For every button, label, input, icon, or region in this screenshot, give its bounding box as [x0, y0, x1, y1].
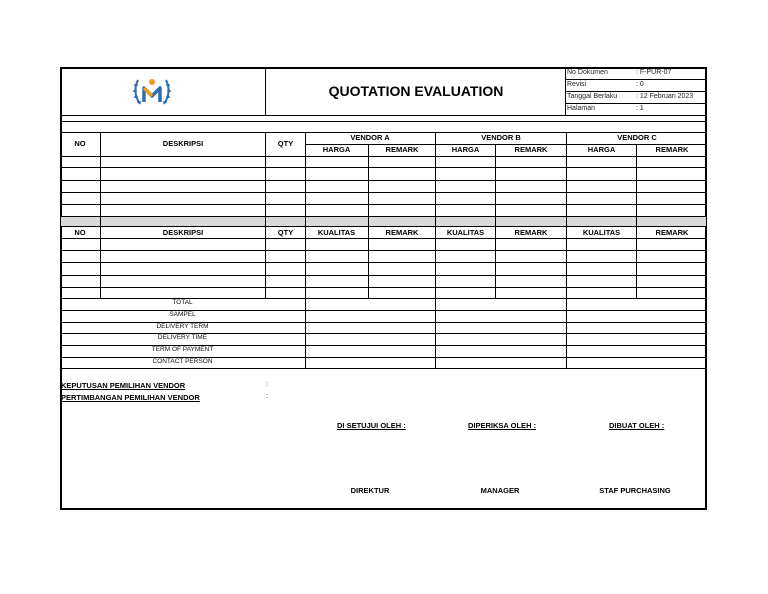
grid-hline [60, 322, 707, 323]
col-deskripsi: DESKRIPSI [162, 139, 204, 148]
grid-hline [60, 262, 707, 263]
col-harga-a: HARGA [322, 145, 351, 154]
pertimbangan-label: PERTIMBANGAN PEMILIHAN VENDOR [61, 393, 200, 402]
separator-band [61, 216, 706, 226]
keputusan-label: KEPUTUSAN PEMILIHAN VENDOR [61, 381, 186, 390]
grid-hline [60, 167, 707, 168]
grid-vline [265, 132, 266, 298]
col-remark-a-2: REMARK [385, 228, 419, 237]
col-remark-b: REMARK [514, 145, 548, 154]
col-remark-a: REMARK [385, 145, 419, 154]
grid-hline [60, 192, 707, 193]
signer-staf-purchasing: STAF PURCHASING [599, 486, 671, 495]
grid-hline [60, 287, 707, 288]
grid-hline [60, 310, 707, 311]
grid-hline [60, 275, 707, 276]
signer-manager: MANAGER [480, 486, 520, 495]
vendor-c-header: VENDOR C [617, 133, 657, 142]
col-qty: QTY [277, 139, 294, 148]
meta-label: No Dokumen [567, 69, 608, 76]
grid-hline [60, 345, 707, 346]
grid-hline [60, 226, 707, 227]
spacer-line [60, 121, 707, 122]
summary-sampel: SAMPEL [169, 311, 196, 318]
diperiksa-label: DIPERIKSA OLEH : [468, 421, 537, 430]
signer-direktur: DIREKTUR [350, 486, 390, 495]
grid-hline [60, 238, 707, 239]
col-remark-c: REMARK [655, 145, 689, 154]
meta-value: : 0 [636, 81, 644, 88]
meta-line [565, 103, 707, 104]
page-title: QUOTATION EVALUATION [328, 83, 504, 99]
grid-vline [495, 144, 496, 298]
col-no-2: NO [74, 228, 86, 237]
vendor-b-header: VENDOR B [481, 133, 521, 142]
col-kualitas-a: KUALITAS [317, 228, 356, 237]
meta-line [565, 79, 707, 80]
meta-label: Halaman [567, 105, 596, 112]
meta-label: Revisi [567, 81, 587, 88]
disetujui-label: DI SETUJUI OLEH : [337, 421, 406, 430]
grid-vline [636, 144, 637, 298]
grid-hline [60, 216, 707, 217]
grid-hline [60, 333, 707, 334]
pertimbangan-colon: : [266, 393, 268, 400]
summary-delivery-term: DELIVERY TERM [156, 323, 209, 330]
col-harga-c: HARGA [587, 145, 616, 154]
grid-vline [305, 132, 306, 368]
summary-contact-person: CONTACT PERSON [152, 358, 213, 365]
grid-vline [435, 132, 436, 368]
col-remark-c-2: REMARK [655, 228, 689, 237]
grid-vline [100, 132, 101, 298]
col-qty-2: QTY [277, 228, 294, 237]
meta-line [565, 91, 707, 92]
grid-vline [566, 132, 567, 368]
meta-value: : 1 [636, 105, 644, 112]
col-remark-b-2: REMARK [514, 228, 548, 237]
col-deskripsi-2: DESKRIPSI [162, 228, 204, 237]
grid-hline [60, 298, 707, 299]
meta-value: : F-PUR-07 [636, 69, 672, 76]
dibuat-label: DIBUAT OLEH : [609, 421, 665, 430]
summary-total: TOTAL [172, 299, 193, 306]
grid-hline [60, 250, 707, 251]
keputusan-colon: : [266, 381, 268, 388]
vendor-a-header: VENDOR A [350, 133, 390, 142]
col-harga-b: HARGA [451, 145, 480, 154]
summary-term-of-payment: TERM OF PAYMENT [151, 346, 214, 353]
col-no: NO [74, 139, 86, 148]
meta-label: Tanggal Berlaku [567, 93, 618, 100]
company-logo [130, 74, 174, 110]
summary-delivery-time: DELIVERY TIME [157, 334, 208, 341]
grid-hline [60, 180, 707, 181]
col-kualitas-b: KUALITAS [446, 228, 485, 237]
grid-hline [60, 156, 707, 157]
meta-value: : 12 Februari 2023 [636, 93, 694, 100]
grid-hline [60, 357, 707, 358]
header-bottom-line [60, 115, 707, 116]
laurel-logo-icon [130, 74, 174, 110]
col-kualitas-c: KUALITAS [582, 228, 621, 237]
grid-hline [60, 368, 707, 369]
grid-vline [368, 144, 369, 298]
grid-hline [60, 204, 707, 205]
